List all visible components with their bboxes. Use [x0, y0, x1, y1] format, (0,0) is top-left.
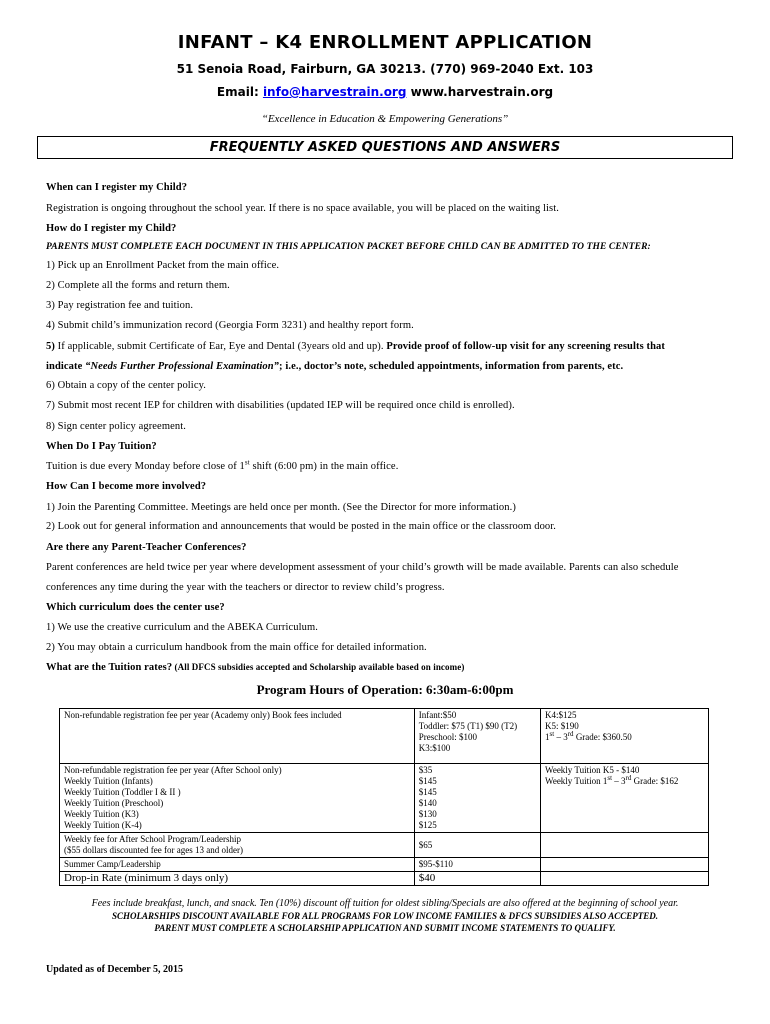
grade-weekly-mid: – 3 — [612, 776, 626, 786]
document-title: INFANT – K4 ENROLLMENT APPLICATION — [177, 32, 593, 53]
table-cell — [414, 709, 540, 764]
step5-cont-italic: “Needs Further Professional Examination” — [85, 361, 280, 372]
answer-curriculum-item: 1) We use the creative curriculum and the ABEKA Curriculum. — [46, 622, 318, 633]
faq-heading: FREQUENTLY ASKED QUESTIONS AND ANSWERS — [37, 136, 733, 159]
fee-label: Weekly Tuition (Preschool) — [64, 798, 164, 808]
price-item: K5: $190 — [545, 721, 579, 731]
step5-cont-b: ; i.e., doctor’s note, scheduled appointments, information from parents, etc. — [279, 361, 624, 372]
fee-label: Weekly Tuition (Toddler I & II ) — [64, 787, 181, 797]
price-item: Preschool: $100 — [418, 732, 477, 742]
question-involved: How Can I become more involved? — [46, 481, 207, 492]
step-item: 4) Submit child’s immunization record (Georgia Form 3231) and healthy report form. — [46, 320, 414, 331]
email-label: Email: — [216, 85, 259, 99]
answer-curriculum-item: 2) You may obtain a curriculum handbook from the main office for detailed information. — [46, 642, 427, 653]
table-row — [60, 872, 709, 886]
grade-sup: rd — [567, 730, 574, 738]
price-item: K3:$100 — [418, 743, 451, 753]
email-link[interactable]: info@harvestrain.org — [262, 85, 407, 99]
fee-label: Weekly Tuition (K3) — [64, 809, 139, 819]
answer-pay-tuition-sup: st — [244, 458, 250, 467]
step5-text: If applicable, submit Certificate of Ear, Eye and Dental (3years old and up). — [54, 341, 387, 352]
step-item-5 — [46, 341, 665, 352]
price-item: Infant:$50 — [418, 710, 457, 720]
step-item: 1) Pick up an Enrollment Packet from the main office. — [46, 260, 280, 271]
step-item: 7) Submit most recent IEP for children with disabilities (updated IEP will be required once child is enrolled). — [46, 400, 515, 411]
grade-weekly-sup: rd — [625, 774, 632, 782]
question-curriculum: Which curriculum does the center use? — [46, 602, 225, 613]
scholarship-note: SCHOLARSHIPS DISCOUNT AVAILABLE FOR ALL PROGRAMS FOR LOW INCOME FAMILIES & DFCS SUBSIDIES ALSO ACCEPTED. — [112, 911, 658, 921]
table-cell — [60, 764, 415, 833]
fee-label: Non-refundable registration fee per year (After School only) — [64, 765, 282, 775]
table-cell — [541, 872, 709, 886]
grade-weekly-post: Grade: $162 — [631, 776, 679, 786]
fee-price: $140 — [418, 798, 437, 808]
fees-note: Fees include breakfast, lunch, and snack. Ten (10%) discount off tuition for oldest sibling/Specials are also offered at the beginning of school year. — [91, 898, 679, 909]
step-item-5-continued — [46, 361, 623, 372]
grade-sup: st — [549, 730, 555, 738]
fee-price: $130 — [418, 809, 437, 819]
table-cell — [60, 833, 415, 858]
answer-pay-tuition-post: shift (6:00 pm) in the main office. — [249, 461, 399, 472]
table-cell — [541, 833, 709, 858]
question-register-how: How do I register my Child? — [46, 223, 177, 234]
step5-number: 5) — [46, 341, 55, 352]
fee-price: $145 — [418, 776, 437, 786]
table-cell: $95-$110 — [414, 858, 540, 872]
table-cell: $40 — [414, 872, 540, 886]
step-item: 8) Sign center policy agreement. — [46, 421, 186, 432]
table-cell — [541, 764, 709, 833]
tuition-rates-question: What are the Tuition rates? — [46, 662, 173, 673]
fee-price: $125 — [418, 820, 437, 830]
answer-pay-tuition — [46, 458, 399, 472]
address-line: 51 Senoia Road, Fairburn, GA 30213. (770) 969-2040 Ext. 103 — [176, 62, 594, 76]
table-cell — [541, 709, 709, 764]
parents-must-complete-note: PARENTS MUST COMPLETE EACH DOCUMENT IN THIS APPLICATION PACKET BEFORE CHILD CAN BE ADMITTED TO THE CENTER: — [46, 242, 651, 252]
k5-weekly: Weekly Tuition K5 - $140 — [545, 765, 640, 775]
grade-weekly-sup: st — [607, 774, 613, 782]
step-item: 2) Complete all the forms and return them. — [46, 280, 230, 291]
fee-table — [59, 708, 709, 886]
fee-label: Weekly Tuition (Infants) — [64, 776, 153, 786]
question-conferences: Are there any Parent-Teacher Conferences? — [46, 542, 247, 553]
fee-label: Weekly fee for After School Program/Leadership — [64, 834, 241, 844]
table-cell — [414, 764, 540, 833]
question-register-when: When can I register my Child? — [46, 182, 188, 193]
grade-mid: – 3 — [554, 732, 568, 742]
fee-label: ($55 dollars discounted fee for ages 13 and older) — [64, 845, 243, 855]
answer-involved-item: 2) Look out for general information and announcements that would be posted in the main office or the classroom door. — [46, 521, 557, 532]
answer-pay-tuition-pre: Tuition is due every Monday before close of 1 — [46, 461, 245, 472]
answer-conferences-line: Parent conferences are held twice per year where development assessment of your child’s growth will be made available. Parents can also schedule — [46, 562, 679, 573]
website-text: www.harvestrain.org — [410, 85, 554, 99]
contact-line — [0, 85, 770, 99]
table-cell: $65 — [414, 833, 540, 858]
table-row — [60, 709, 709, 764]
step-item: 6) Obtain a copy of the center policy. — [46, 380, 206, 391]
tuition-rates-note: (All DFCS subsidies accepted and Scholarship available based on income) — [172, 662, 465, 672]
question-tuition-rates — [46, 662, 464, 673]
step-item: 3) Pay registration fee and tuition. — [46, 300, 194, 311]
table-row — [60, 858, 709, 872]
answer-involved-item: 1) Join the Parenting Committee. Meetings are held once per month. (See the Director for more information.) — [46, 502, 516, 513]
table-row — [60, 833, 709, 858]
motto: “Excellence in Education & Empowering Generations” — [261, 113, 509, 125]
grade-weekly — [545, 776, 704, 787]
table-row — [60, 764, 709, 833]
fee-price: $145 — [418, 787, 437, 797]
step5-bold: Provide proof of follow-up visit for any screening results that — [386, 341, 665, 352]
grade-post: Grade: $360.50 — [573, 732, 632, 742]
grade-pre: 1 — [545, 732, 550, 742]
step5-cont-a: indicate — [46, 361, 86, 372]
table-cell: Drop-in Rate (minimum 3 days only) — [60, 872, 415, 886]
price-item — [545, 732, 704, 743]
table-cell — [541, 858, 709, 872]
price-item: Toddler: $75 (T1) $90 (T2) — [418, 721, 518, 731]
fee-label: Weekly Tuition (K-4) — [64, 820, 142, 830]
table-cell: Summer Camp/Leadership — [60, 858, 415, 872]
answer-register-when: Registration is ongoing throughout the school year. If there is no space available, you will be placed on the waiting list. — [46, 203, 559, 214]
answer-conferences-line: conferences any time during the year with the teachers or director to review child’s progress. — [46, 582, 445, 593]
updated-date: Updated as of December 5, 2015 — [46, 964, 184, 975]
grade-weekly-pre: Weekly Tuition 1 — [545, 776, 608, 786]
fee-price: $35 — [418, 765, 433, 775]
question-pay-tuition: When Do I Pay Tuition? — [46, 441, 157, 452]
parent-note: PARENT MUST COMPLETE A SCHOLARSHIP APPLICATION AND SUBMIT INCOME STATEMENTS TO QUALIFY. — [154, 923, 616, 933]
price-item: K4:$125 — [545, 710, 577, 720]
table-cell: Non-refundable registration fee per year (Academy only) Book fees included — [60, 709, 415, 764]
program-hours: Program Hours of Operation: 6:30am-6:00pm — [256, 682, 514, 697]
